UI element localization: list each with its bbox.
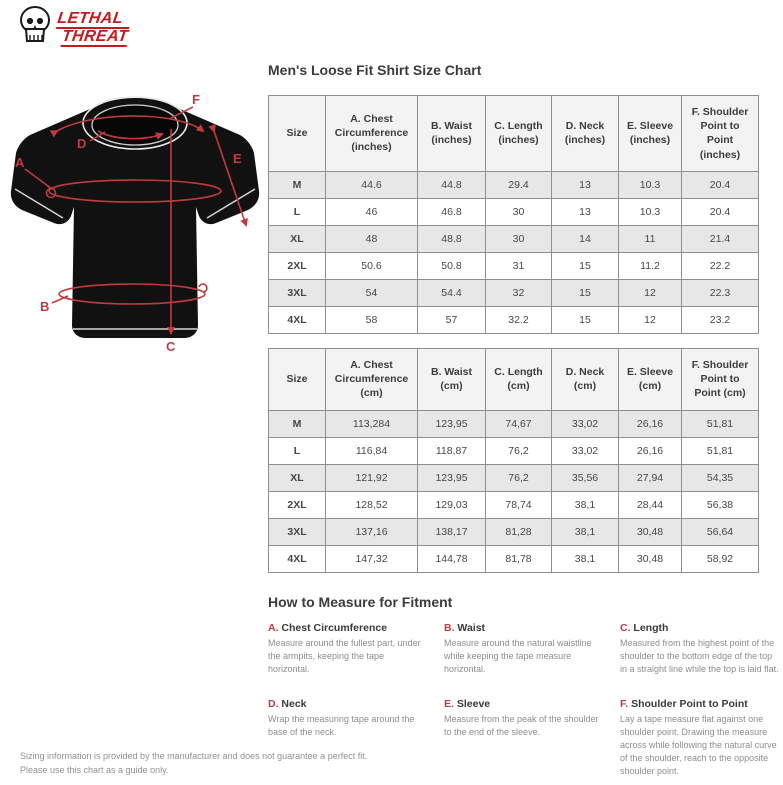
size-label: L [269, 198, 326, 225]
size-label: 2XL [269, 252, 326, 279]
measurement-value: 147,32 [326, 545, 418, 572]
measure-letter: C. [620, 622, 631, 634]
measure-description: Wrap the measuring tape around the base of the neck. [268, 714, 415, 738]
disclaimer-line1: Sizing information is provided by the manufacturer and does not guarantee a perfect fit. [20, 751, 368, 761]
skull-icon [18, 5, 54, 56]
size-row-3xl [269, 518, 759, 545]
measurement-value: 113,284 [326, 410, 418, 437]
measurement-value: 58,92 [682, 545, 759, 572]
brand-name [53, 11, 131, 47]
size-label: XL [269, 464, 326, 491]
measurement-value: 51,81 [682, 437, 759, 464]
measurement-value: 50.8 [418, 252, 486, 279]
size-row-4xl [269, 306, 759, 333]
measure-name: Shoulder Point to Point [631, 698, 748, 711]
measurement-value: 10.3 [619, 171, 682, 198]
measure-description: Measure from the peak of the shoulder to the end of the sleeve. [444, 714, 599, 738]
measurement-value: 144,78 [418, 545, 486, 572]
size-label: M [269, 410, 326, 437]
size-label: L [269, 437, 326, 464]
measurement-value: 20.4 [682, 198, 759, 225]
measurement-value: 78,74 [486, 491, 552, 518]
measurement-value: 58 [326, 306, 418, 333]
measurement-value: 128,52 [326, 491, 418, 518]
column-header: A. Chest Circumference (inches) [326, 96, 418, 172]
column-header: Size [269, 96, 326, 172]
measurement-value: 76,2 [486, 464, 552, 491]
size-row-2xl [269, 491, 759, 518]
size-table-inches [268, 95, 759, 334]
measure-description: Measure around the fullest part, under the armpits, keeping the tape horizontal. [268, 638, 421, 675]
measurement-value: 35,56 [552, 464, 619, 491]
size-row-4xl [269, 545, 759, 572]
measure-pointer-b [52, 296, 68, 303]
measurement-value: 48 [326, 225, 418, 252]
measure-item-length [620, 622, 780, 676]
measurement-value: 81,78 [486, 545, 552, 572]
measurement-value: 33,02 [552, 410, 619, 437]
measure-item-shoulder [620, 698, 780, 778]
measurement-value: 46.8 [418, 198, 486, 225]
measurement-value: 38,1 [552, 491, 619, 518]
diagram-label-c: C [166, 339, 176, 354]
measurement-value: 27,94 [619, 464, 682, 491]
measurement-value: 76,2 [486, 437, 552, 464]
measure-letter: F. [620, 698, 629, 711]
size-table-cm [268, 348, 759, 573]
size-row-l [269, 198, 759, 225]
measurement-value: 38,1 [552, 545, 619, 572]
measurement-value: 137,16 [326, 518, 418, 545]
column-header: F. Shoulder Point to Point (cm) [682, 349, 759, 411]
how-to-measure-title: How to Measure for Fitment [268, 594, 453, 610]
measurement-value: 38,1 [552, 518, 619, 545]
page-title: Men's Loose Fit Shirt Size Chart [268, 62, 482, 78]
measure-letter: E. [444, 698, 454, 711]
measurement-value: 26,16 [619, 410, 682, 437]
column-header: C. Length (cm) [486, 349, 552, 411]
measurement-value: 11 [619, 225, 682, 252]
measurement-value: 50.6 [326, 252, 418, 279]
measure-name: Length [633, 622, 669, 634]
measurement-value: 118,87 [418, 437, 486, 464]
measurement-value: 30 [486, 225, 552, 252]
column-header: B. Waist (inches) [418, 96, 486, 172]
measurement-value: 29.4 [486, 171, 552, 198]
measure-description: Lay a tape measure flat against one shoulder point. Drawing the measure across while following the natural curve of the shoulder, reach to the opposite shoulder point. [620, 714, 777, 777]
measure-item-chest [268, 622, 428, 676]
brand-line2: THREAT [60, 29, 129, 47]
measure-name: Waist [457, 622, 486, 634]
measurement-value: 22.3 [682, 279, 759, 306]
size-label: 2XL [269, 491, 326, 518]
column-header: C. Length (inches) [486, 96, 552, 172]
column-header: B. Waist (cm) [418, 349, 486, 411]
measurement-value: 30 [486, 198, 552, 225]
size-row-m [269, 171, 759, 198]
measurement-value: 22.2 [682, 252, 759, 279]
measure-description: Measured from the highest point of the shoulder to the bottom edge of the top in a straight line while the top is laid flat. [620, 638, 779, 675]
size-label: 3XL [269, 279, 326, 306]
measure-letter: D. [268, 698, 279, 711]
measurement-value: 48.8 [418, 225, 486, 252]
measurement-value: 30,48 [619, 545, 682, 572]
measurement-value: 121,92 [326, 464, 418, 491]
size-row-l [269, 437, 759, 464]
column-header: Size [269, 349, 326, 411]
measure-item-waist [444, 622, 604, 676]
measurement-value: 123,95 [418, 464, 486, 491]
table-header-row [269, 96, 759, 172]
brand-line1: LETHAL [56, 11, 132, 29]
diagram-label-b: B [40, 299, 50, 314]
measurement-value: 57 [418, 306, 486, 333]
measurement-value: 54.4 [418, 279, 486, 306]
sizing-disclaimer [20, 750, 367, 778]
size-row-2xl [269, 252, 759, 279]
measurement-value: 13 [552, 198, 619, 225]
measurement-value: 15 [552, 252, 619, 279]
column-header: D. Neck (inches) [552, 96, 619, 172]
measurement-value: 12 [619, 306, 682, 333]
measurement-value: 20.4 [682, 171, 759, 198]
measurement-value: 15 [552, 306, 619, 333]
measure-letter: B. [444, 622, 455, 634]
column-header: E. Sleeve (cm) [619, 349, 682, 411]
diagram-label-f: F [192, 92, 200, 107]
measurement-value: 32.2 [486, 306, 552, 333]
diagram-label-d: D [77, 136, 87, 151]
size-label: 3XL [269, 518, 326, 545]
size-row-xl [269, 464, 759, 491]
measurement-value: 81,28 [486, 518, 552, 545]
measurement-value: 11.2 [619, 252, 682, 279]
measurement-value: 56,64 [682, 518, 759, 545]
column-header: F. Shoulder Point to Point (inches) [682, 96, 759, 172]
measurement-value: 33,02 [552, 437, 619, 464]
size-label: 4XL [269, 545, 326, 572]
measurement-value: 116,84 [326, 437, 418, 464]
column-header: D. Neck (cm) [552, 349, 619, 411]
measurement-value: 15 [552, 279, 619, 306]
size-label: 4XL [269, 306, 326, 333]
measurement-value: 32 [486, 279, 552, 306]
measurement-value: 51,81 [682, 410, 759, 437]
column-header: A. Chest Circumference (cm) [326, 349, 418, 411]
measure-description: Measure around the natural waistline while keeping the tape measure horizontal. [444, 638, 592, 675]
measure-name: Chest Circumference [281, 622, 388, 634]
size-label: M [269, 171, 326, 198]
size-label: XL [269, 225, 326, 252]
measurement-value: 26,16 [619, 437, 682, 464]
measurement-value: 28,44 [619, 491, 682, 518]
measurement-value: 54 [326, 279, 418, 306]
measure-letter: A. [268, 622, 279, 634]
measurement-value: 129,03 [418, 491, 486, 518]
diagram-label-a: A [15, 155, 25, 170]
measurement-value: 44.6 [326, 171, 418, 198]
measurement-value: 14 [552, 225, 619, 252]
measurement-value: 31 [486, 252, 552, 279]
diagram-label-e: E [233, 151, 242, 166]
size-row-3xl [269, 279, 759, 306]
column-header: E. Sleeve (inches) [619, 96, 682, 172]
measurement-value: 23.2 [682, 306, 759, 333]
measure-item-sleeve [444, 698, 604, 778]
size-row-m [269, 410, 759, 437]
measurement-value: 30,48 [619, 518, 682, 545]
measurement-value: 123,95 [418, 410, 486, 437]
measurement-value: 54,35 [682, 464, 759, 491]
measure-name: Neck [281, 698, 307, 711]
disclaimer-line2: Please use this chart as a guide only. [20, 764, 169, 775]
measurement-value: 21.4 [682, 225, 759, 252]
measurement-value: 44.8 [418, 171, 486, 198]
size-row-xl [269, 225, 759, 252]
tshirt-measurement-diagram [10, 85, 260, 357]
measurement-value: 74,67 [486, 410, 552, 437]
measurement-value: 12 [619, 279, 682, 306]
table-header-row [269, 349, 759, 411]
measurement-value: 46 [326, 198, 418, 225]
measurement-value: 56,38 [682, 491, 759, 518]
measure-name: Sleeve [456, 698, 491, 711]
lethal-threat-logo [18, 5, 129, 56]
measurement-value: 138,17 [418, 518, 486, 545]
measurement-value: 10.3 [619, 198, 682, 225]
measurement-value: 13 [552, 171, 619, 198]
